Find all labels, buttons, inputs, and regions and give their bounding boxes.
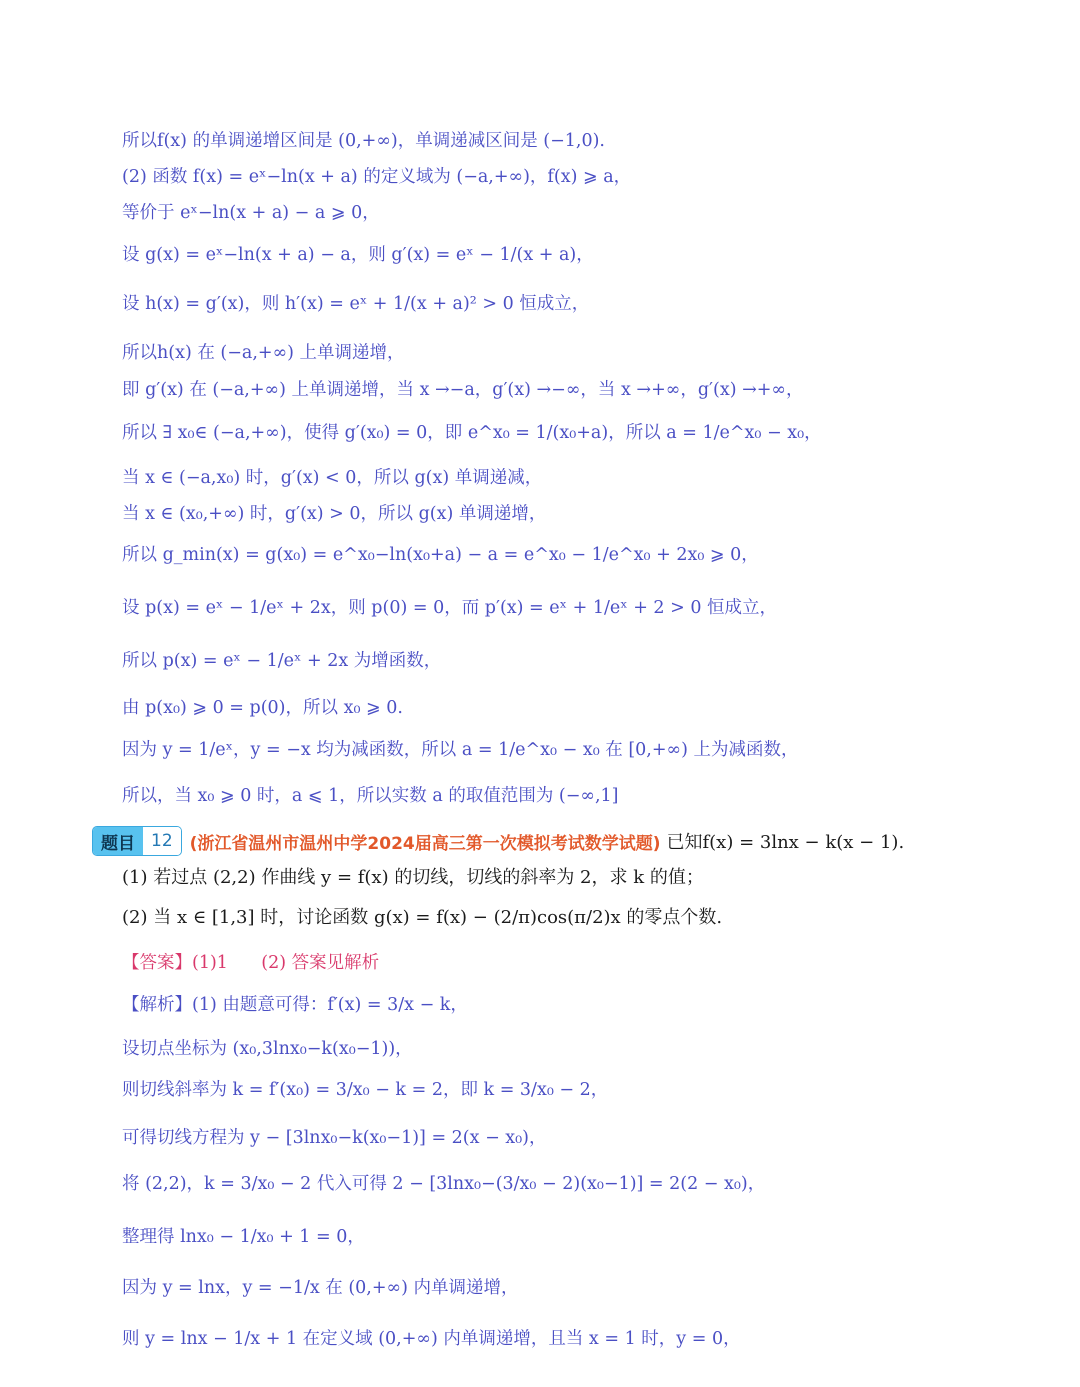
question-number: 12 [143,827,181,855]
answer-content: (1)1 (2) 答案见解析 [192,953,380,973]
question-part: (1) 若过点 (2,2) 作曲线 y = f(x) 的切线，切线的斜率为 2，求 k 的值； [122,867,704,888]
solution-line: 所以 ∃ x₀∈ (−a,+∞)，使得 g′(x₀) = 0，即 e^x₀ = 1/(x₀+a)，所以 a = 1/e^x₀ − x₀， [122,423,822,443]
solution-line: 当 x ∈ (x₀,+∞) 时，g′(x) > 0，所以 g(x) 单调递增， [122,504,547,524]
solution-line: 所以，当 x₀ ⩾ 0 时，a ⩽ 1，所以实数 a 的取值范围为 (−∞,1] [122,786,619,806]
solution-line: (2) 函数 f(x) = eˣ−ln(x + a) 的定义域为 (−a,+∞)，f(x) ⩾ a， [122,167,632,187]
solution-line: 由 p(x₀) ⩾ 0 = p(0)，所以 x₀ ⩾ 0. [122,698,403,718]
solution-line: 所以 g_min(x) = g(x₀) = e^x₀−ln(x₀+a) − a = e^x₀ − 1/e^x₀ + 2x₀ ⩾ 0， [122,545,759,565]
analysis-line [122,992,1022,1018]
solution-line: 所以h(x) 在 (−a,+∞) 上单调递增， [122,343,405,363]
analysis-first: (1) 由题意可得：f′(x) = 3/x − k， [192,995,468,1015]
solution-line: 因为 y = 1/eˣ，y = −x 均为减函数，所以 a = 1/e^x₀ − x₀ 在 [0,+∞) 上为减函数， [122,740,799,760]
analysis-line: 则切线斜率为 k = f′(x₀) = 3/x₀ − k = 2，即 k = 3/x₀ − 2， [122,1080,609,1100]
analysis-line: 将 (2,2)，k = 3/x₀ − 2 代入可得 2 − [3lnx₀−(3/x₀ − 2)(x₀−1)] = 2(2 − x₀)， [122,1174,766,1194]
analysis-line: 可得切线方程为 y − [3lnx₀−k(x₀−1)] = 2(x − x₀)， [122,1128,547,1148]
solution-line: 设 p(x) = eˣ − 1/eˣ + 2x，则 p(0) = 0，而 p′(x) = eˣ + 1/eˣ + 2 > 0 恒成立， [122,598,778,618]
question-tag-label: 题目 [93,827,143,855]
question-source: (浙江省温州市温州中学2024届高三第一次模拟考试数学试题) [189,833,661,854]
question-part: (2) 当 x ∈ [1,3] 时，讨论函数 g(x) = f(x) − (2/π)cos(π/2)x 的零点个数. [122,907,723,928]
solution-line: 所以f(x) 的单调递增区间是 (0,+∞)，单调递减区间是 (−1,0). [122,131,605,151]
question-tag [92,826,182,856]
analysis-line: 则 y = lnx − 1/x + 1 在定义域 (0,+∞) 内单调递增，且当 x = 1 时，y = 0， [122,1329,741,1349]
solution-line: 当 x ∈ (−a,x₀) 时，g′(x) < 0，所以 g(x) 单调递减， [122,468,543,488]
question-header [92,826,992,856]
solution-line: 设 h(x) = g′(x)，则 h′(x) = eˣ + 1/(x + a)² > 0 恒成立， [122,294,590,314]
question-stem: 已知f(x) = 3lnx − k(x − 1). [666,832,905,853]
solution-line: 即 g′(x) 在 (−a,+∞) 上单调递增，当 x →−a，g′(x) →−∞，当 x →+∞，g′(x) →+∞， [122,380,804,400]
analysis-line: 因为 y = lnx，y = −1/x 在 (0,+∞) 内单调递增， [122,1278,519,1298]
analysis-line: 整理得 lnx₀ − 1/x₀ + 1 = 0， [122,1227,365,1247]
solution-line: 设 g(x) = eˣ−ln(x + a) − a，则 g′(x) = eˣ − 1/(x + a)， [122,245,594,265]
solution-line: 所以 p(x) = eˣ − 1/eˣ + 2x 为增函数， [122,651,442,671]
answer-line [122,950,1022,976]
analysis-label: 【解析】 [122,995,192,1015]
analysis-line: 设切点坐标为 (x₀,3lnx₀−k(x₀−1))， [122,1039,413,1059]
solution-line: 等价于 eˣ−ln(x + a) − a ⩾ 0， [122,203,380,223]
answer-label: 【答案】 [122,953,192,973]
